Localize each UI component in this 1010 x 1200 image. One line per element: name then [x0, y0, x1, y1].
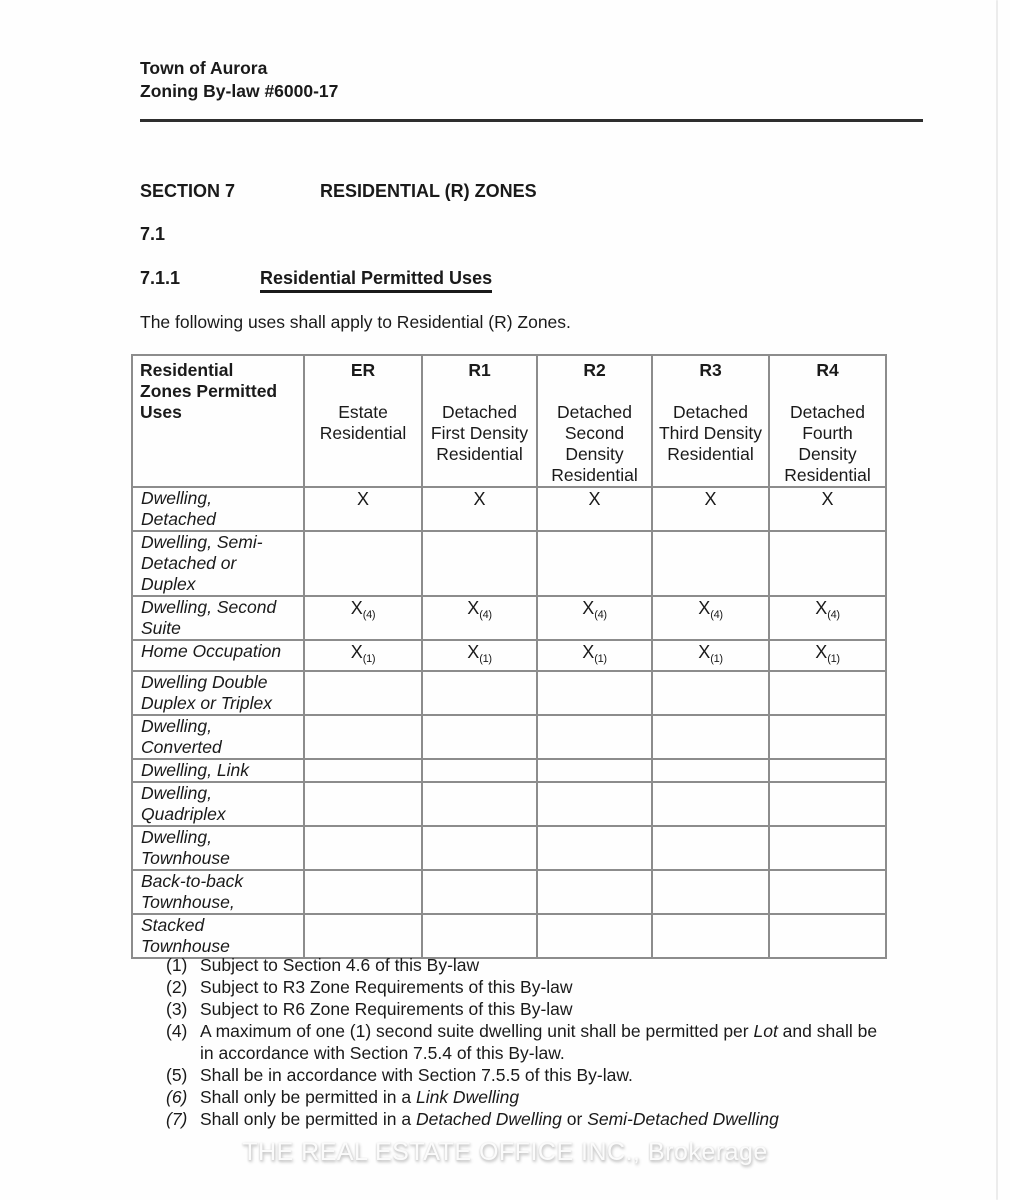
footnote-text: A maximum of one (1) second suite dwelling unit shall be permitted per	[200, 1021, 754, 1041]
permitted-mark-cell	[769, 759, 886, 782]
table-row	[132, 715, 886, 759]
permitted-mark-cell	[652, 671, 769, 715]
intro-paragraph: The following uses shall apply to Residential (R) Zones.	[140, 312, 571, 332]
document-header	[140, 57, 338, 103]
use-label: Dwelling, Detached	[132, 487, 304, 531]
zone-code: R1	[468, 360, 491, 380]
permitted-mark-cell	[304, 531, 422, 596]
x-mark: X	[588, 489, 601, 509]
permitted-mark-cell	[537, 715, 652, 759]
footnote-italic-term: Detached Dwelling	[415, 1109, 562, 1129]
page-edge-line	[996, 0, 998, 1200]
footnote-text: Subject to R3 Zone Requirements of this By-law	[200, 977, 573, 997]
permitted-uses-table	[131, 354, 887, 959]
zone-header-r3	[652, 355, 769, 487]
permitted-mark-cell	[769, 531, 886, 596]
x-mark: X	[704, 489, 717, 509]
footnote-5	[166, 1064, 881, 1086]
x-mark: X	[350, 642, 363, 662]
subsection-7-1-1-number: 7.1.1	[140, 268, 181, 288]
table-row	[132, 870, 886, 914]
mark-footnote-ref: (1)	[594, 653, 607, 665]
zone-header-r4	[769, 355, 886, 487]
table-row	[132, 487, 886, 531]
use-label: Dwelling, Second Suite	[132, 596, 304, 640]
x-mark: X	[356, 489, 369, 509]
x-mark: X	[467, 642, 480, 662]
footnote-text: Subject to Section 4.6 of this By-law	[200, 955, 480, 975]
footnotes-list	[166, 954, 881, 1130]
use-label: Dwelling Double Duplex or Triplex	[132, 671, 304, 715]
mark-footnote-ref: (1)	[362, 653, 376, 665]
permitted-mark-cell	[769, 640, 886, 671]
zone-code: R4	[816, 360, 839, 380]
x-mark: X	[467, 598, 480, 618]
zone-name: Estate Residential	[319, 402, 407, 443]
permitted-mark-cell	[537, 826, 652, 870]
header-org: Town of Aurora	[140, 58, 268, 78]
zone-header-r2	[537, 355, 652, 487]
permitted-mark-cell	[652, 870, 769, 914]
table-row	[132, 640, 886, 671]
mark-footnote-ref: (4)	[827, 609, 840, 621]
permitted-mark-cell	[304, 487, 422, 531]
use-label: Home Occupation	[132, 640, 304, 671]
permitted-mark-cell	[422, 671, 537, 715]
table-row	[132, 782, 886, 826]
permitted-mark-cell	[537, 671, 652, 715]
x-mark: X	[698, 642, 711, 662]
zone-name: Detached Second Density Residential	[551, 402, 638, 485]
permitted-mark-cell	[769, 826, 886, 870]
permitted-mark-cell	[537, 531, 652, 596]
table-row	[132, 671, 886, 715]
use-label: Stacked Townhouse	[132, 914, 304, 958]
corner-header: Residential Zones Permitted Uses	[132, 355, 304, 487]
mark-footnote-ref: (4)	[710, 609, 723, 621]
mark-footnote-ref: (1)	[827, 653, 840, 665]
table-header-row	[132, 355, 886, 487]
permitted-mark-cell	[304, 715, 422, 759]
table-row	[132, 914, 886, 958]
subsection-7-1-1-title: Residential Permitted Uses	[260, 268, 492, 293]
footnote-italic-term: Semi-Detached Dwelling	[587, 1109, 779, 1129]
mark-footnote-ref: (4)	[479, 609, 492, 621]
zone-header-r1	[422, 355, 537, 487]
use-label: Dwelling, Semi-Detached or Duplex	[132, 531, 304, 596]
zone-name: Detached Fourth Density Residential	[784, 402, 871, 485]
footnote-1	[166, 954, 881, 976]
permitted-mark-cell	[769, 596, 886, 640]
x-mark: X	[698, 598, 711, 618]
permitted-mark-cell	[652, 531, 769, 596]
permitted-mark-cell	[652, 715, 769, 759]
footnote-7	[166, 1108, 881, 1130]
mark-footnote-ref: (4)	[362, 609, 376, 621]
footnote-number: (1)	[166, 955, 188, 975]
table-row	[132, 596, 886, 640]
footnote-text: Shall only be permitted in a	[200, 1109, 416, 1129]
use-label: Dwelling, Converted	[132, 715, 304, 759]
x-mark: X	[582, 598, 595, 618]
footnote-italic-term: Link Dwelling	[415, 1087, 520, 1107]
zone-header-er	[304, 355, 422, 487]
permitted-mark-cell	[769, 671, 886, 715]
permitted-mark-cell	[537, 640, 652, 671]
permitted-mark-cell	[652, 782, 769, 826]
header-doc-title: Zoning By-law #6000-17	[140, 81, 339, 101]
permitted-mark-cell	[422, 782, 537, 826]
use-label: Dwelling, Link	[132, 759, 304, 782]
mark-footnote-ref: (1)	[479, 653, 492, 665]
permitted-mark-cell	[304, 759, 422, 782]
section-number: SECTION 7	[140, 181, 236, 201]
x-mark: X	[821, 489, 834, 509]
permitted-mark-cell	[304, 596, 422, 640]
footnote-text: Shall only be permitted in a	[200, 1087, 416, 1107]
permitted-mark-cell	[652, 640, 769, 671]
footnote-number: (4)	[166, 1021, 188, 1041]
permitted-mark-cell	[422, 914, 537, 958]
permitted-mark-cell	[304, 671, 422, 715]
use-label: Dwelling, Townhouse	[132, 826, 304, 870]
x-mark: X	[815, 598, 828, 618]
footnote-text: Subject to R6 Zone Requirements of this By-law	[200, 999, 573, 1019]
footnote-text: and shall be in accordance with Section 7.5.4 of this By-law.	[200, 1021, 878, 1063]
zone-name: Detached First Density Residential	[430, 402, 529, 464]
section-title: RESIDENTIAL (R) ZONES	[320, 181, 537, 201]
footnote-number: (7)	[166, 1109, 188, 1129]
permitted-mark-cell	[537, 596, 652, 640]
permitted-mark-cell	[537, 914, 652, 958]
x-mark: X	[815, 642, 828, 662]
permitted-mark-cell	[769, 487, 886, 531]
mark-footnote-ref: (1)	[710, 653, 723, 665]
footnote-4	[166, 1020, 881, 1064]
x-mark: X	[582, 642, 595, 662]
table-row	[132, 531, 886, 596]
brokerage-watermark: THE REAL ESTATE OFFICE INC., Brokerage	[242, 1138, 768, 1166]
section-heading	[140, 181, 537, 202]
footnote-6	[166, 1086, 881, 1108]
footnote-number: (5)	[166, 1065, 188, 1085]
permitted-mark-cell	[769, 914, 886, 958]
zone-code: R3	[699, 360, 722, 380]
permitted-mark-cell	[769, 715, 886, 759]
permitted-mark-cell	[422, 640, 537, 671]
permitted-mark-cell	[304, 782, 422, 826]
permitted-mark-cell	[769, 870, 886, 914]
permitted-mark-cell	[769, 782, 886, 826]
footnote-number: (2)	[166, 977, 188, 997]
permitted-mark-cell	[652, 759, 769, 782]
permitted-mark-cell	[304, 914, 422, 958]
permitted-mark-cell	[652, 914, 769, 958]
footnote-number: (3)	[166, 999, 188, 1019]
permitted-mark-cell	[422, 596, 537, 640]
subsection-7-1: 7.1	[140, 224, 166, 244]
permitted-mark-cell	[304, 826, 422, 870]
subsection-7-1-1	[140, 268, 493, 289]
permitted-mark-cell	[304, 870, 422, 914]
permitted-mark-cell	[537, 759, 652, 782]
permitted-mark-cell	[652, 487, 769, 531]
permitted-mark-cell	[537, 782, 652, 826]
x-mark: X	[473, 489, 486, 509]
permitted-mark-cell	[652, 596, 769, 640]
zone-name: Detached Third Density Residential	[658, 402, 763, 464]
permitted-mark-cell	[422, 715, 537, 759]
table-row	[132, 826, 886, 870]
table-row	[132, 759, 886, 782]
footnote-2	[166, 976, 881, 998]
zone-code: ER	[350, 360, 376, 380]
permitted-mark-cell	[652, 826, 769, 870]
permitted-mark-cell	[422, 531, 537, 596]
zone-code: R2	[583, 360, 606, 380]
mark-footnote-ref: (4)	[594, 609, 607, 621]
footnote-italic-term: Lot	[753, 1021, 778, 1041]
permitted-mark-cell	[422, 759, 537, 782]
use-label: Back-to-back Townhouse,	[132, 870, 304, 914]
footnote-number: (6)	[166, 1087, 188, 1107]
permitted-mark-cell	[537, 487, 652, 531]
use-label: Dwelling, Quadriplex	[132, 782, 304, 826]
permitted-mark-cell	[422, 826, 537, 870]
permitted-mark-cell	[422, 487, 537, 531]
permitted-mark-cell	[304, 640, 422, 671]
footnote-text: or	[561, 1109, 588, 1129]
permitted-mark-cell	[537, 870, 652, 914]
header-rule	[140, 119, 923, 122]
footnote-3	[166, 998, 881, 1020]
footnote-text: Shall be in accordance with Section 7.5.5 of this By-law.	[200, 1065, 633, 1085]
permitted-mark-cell	[422, 870, 537, 914]
x-mark: X	[350, 598, 363, 618]
